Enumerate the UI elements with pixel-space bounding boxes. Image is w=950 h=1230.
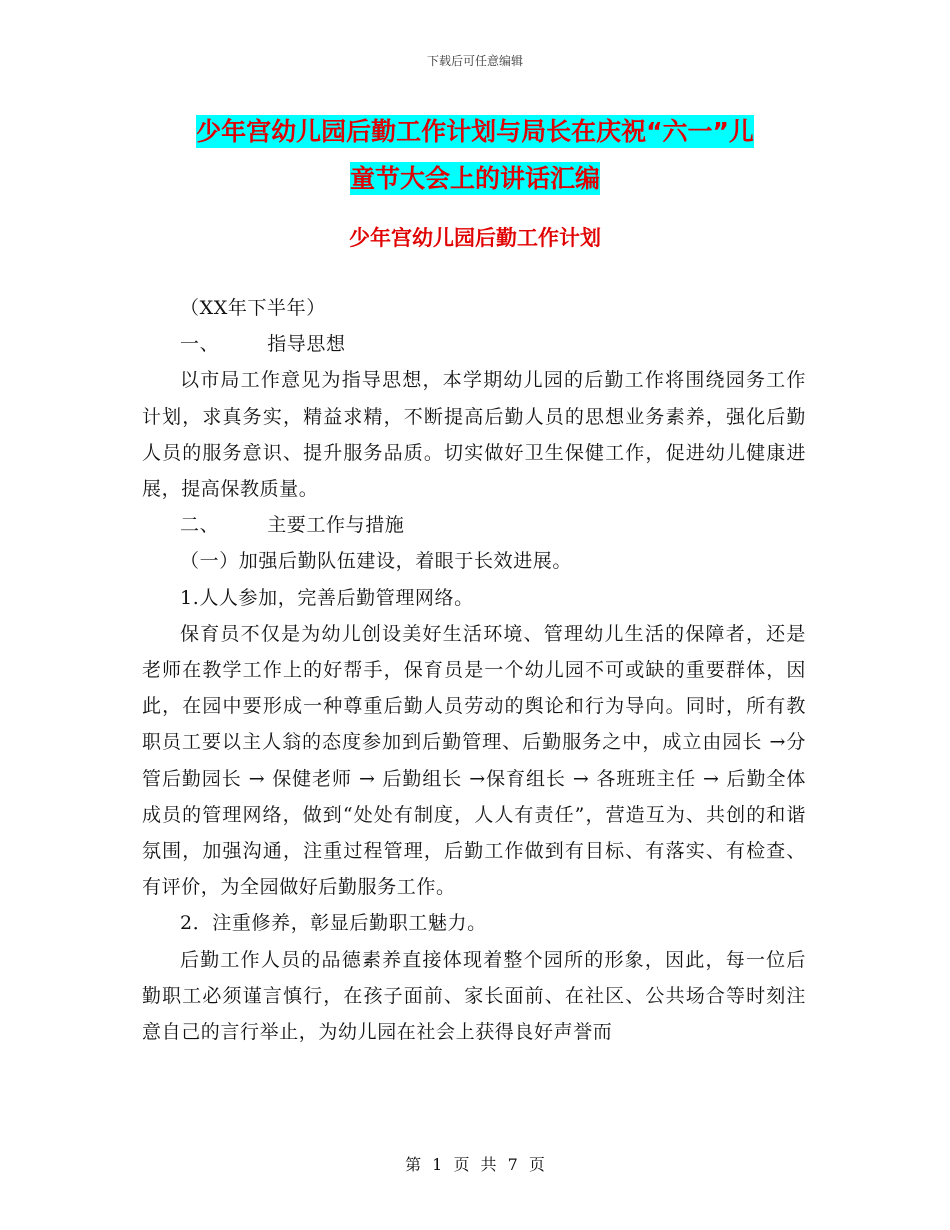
list-item: 2．注重修养，彰显后勤职工魅力。 (180, 912, 487, 935)
heading-main-work (142, 507, 806, 543)
heading-guiding-thought (142, 326, 806, 362)
subtitle: （XX年下半年） (180, 297, 326, 319)
document-title-line1: 少年宫幼儿园后勤工作计划与局长在庆祝“六一”儿 (196, 117, 754, 146)
paragraph: 以市局工作意见为指导思想，本学期幼儿园的后勤工作将围绕园务工作计划，求真务实，精益求精，不断提高后勤人员的思想业务素养，强化后勤人员的服务意识、提升服务品质。切实做好卫生保健工作，促进幼儿健康进展，提高保教质量。 (142, 369, 806, 501)
list-item: 1.人人参加，完善后勤管理网络。 (180, 586, 474, 609)
paragraph: 后勤工作人员的品德素养直接体现着整个园所的形象，因此，每一位后勤职工必须谨言慎行，在孩子面前、家长面前、在社区、公共场合等时刻注意自己的言行举止，为幼儿园在社会上获得良好声誉而 (142, 948, 806, 1044)
paragraph: 保育员不仅是为幼儿创设美好生活环境、管理幼儿生活的保障者，还是老师在教学工作上的好帮手，保育员是一个幼儿园不可或缺的重要群体，因此，在园中要形成一种尊重后勤人员劳动的舆论和行为导向。同时，所有教职员工要以主人翁的态度参加到后勤管理、后勤服务之中，成立由园长 →分管后勤园长 → 保健老师 → 后勤组长 →保育组长 → 各班班主任 → 后勤全体成员的管理网络，做到“处处有制度，人人有责任”，营造互为、共创的和谐氛围，加强沟通，注重过程管理，后勤工作做到有目标、有落实、有检查、有评价，为全园做好后勤服务工作。 (142, 622, 806, 899)
subheading: （一）加强后勤队伍建设，着眼于长效进展。 (180, 550, 573, 573)
heading-number: 二、 (180, 514, 220, 537)
heading-text: 指导思想 (267, 333, 346, 356)
document-title-line2: 童节大会上的讲话汇编 (349, 164, 600, 193)
section-title: 少年宫幼儿园后勤工作计划 (349, 226, 601, 250)
page-footer: 第 1 页 共 7 页 (405, 1155, 545, 1174)
header-note: 下载后可任意编辑 (426, 54, 523, 68)
document-title (140, 108, 810, 202)
document-body (142, 290, 806, 1050)
heading-number: 一、 (180, 333, 220, 356)
heading-text: 主要工作与措施 (267, 514, 405, 537)
